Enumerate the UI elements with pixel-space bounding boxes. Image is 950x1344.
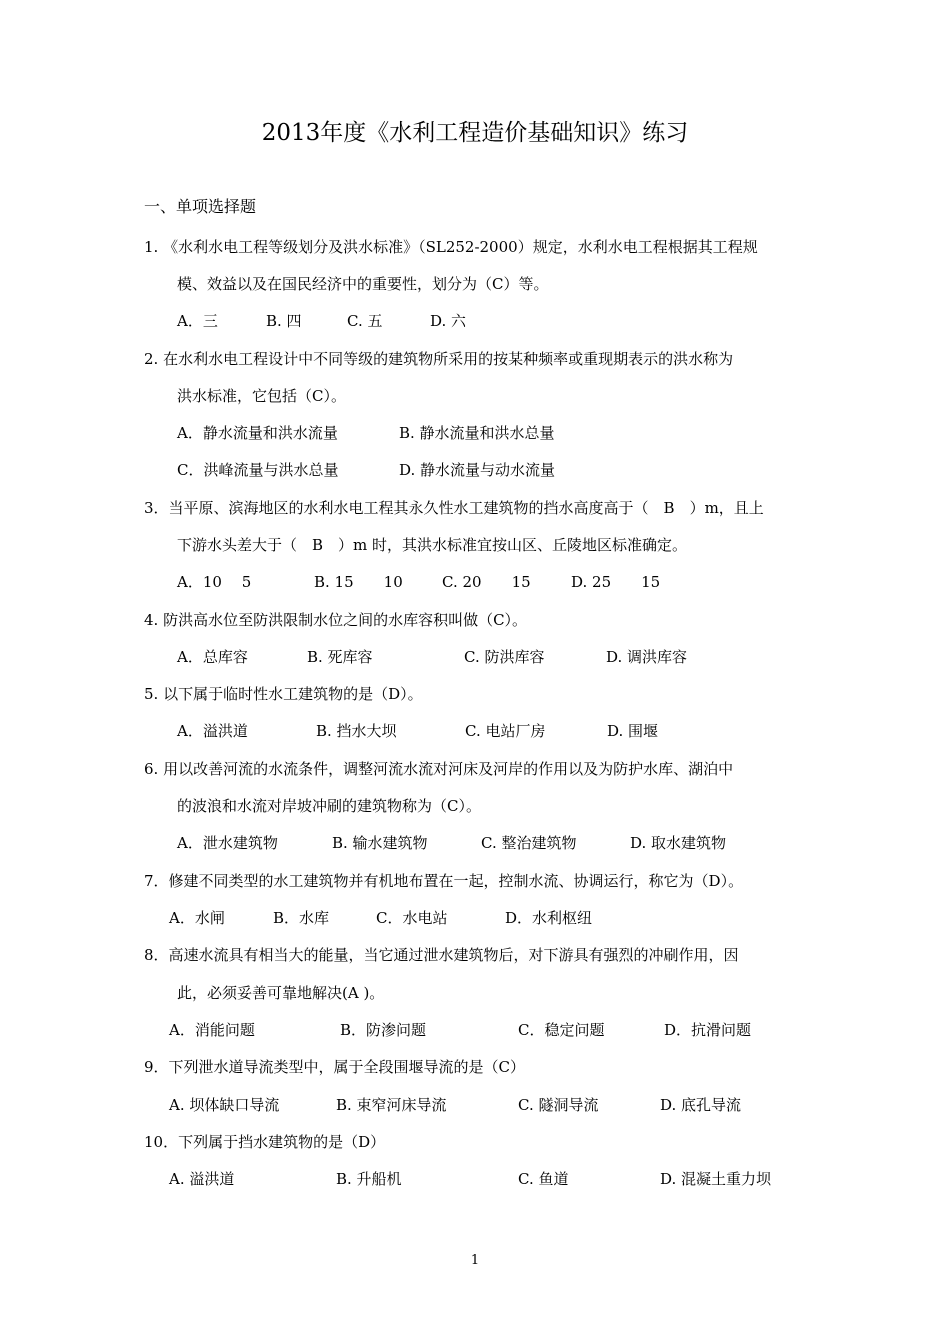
question-6-option-c: C. 整治建筑物 bbox=[481, 834, 577, 852]
question-10-option-b: B. 升船机 bbox=[336, 1170, 402, 1188]
question-5-line-1: 5. 以下属于临时性水工建筑物的是（D）。 bbox=[144, 685, 423, 703]
question-5-option-b: B. 挡水大坝 bbox=[316, 722, 397, 740]
question-4-option-a: A．总库容 bbox=[177, 648, 248, 666]
section-heading: 一、单项选择题 bbox=[144, 197, 257, 216]
question-2-option-b: B. 静水流量和洪水总量 bbox=[399, 424, 555, 442]
question-9-option-b: B. 束窄河床导流 bbox=[336, 1096, 447, 1114]
question-3-line-2: 下游水头差大于（ B ）m 时，其洪水标准宜按山区、丘陵地区标准确定。 bbox=[177, 536, 688, 554]
question-3-option-b: B. 15 10 bbox=[314, 573, 403, 591]
question-9-option-c: C. 隧洞导流 bbox=[518, 1096, 599, 1114]
question-8-line-1: 8．高速水流具有相当大的能量，当它通过泄水建筑物后，对下游具有强烈的冲刷作用，因 bbox=[144, 946, 739, 964]
question-5-option-d: D. 围堰 bbox=[607, 722, 659, 740]
question-7-option-c: C．水电站 bbox=[376, 909, 448, 927]
question-1-option-a: A．三 bbox=[177, 312, 218, 330]
question-6-option-b: B. 输水建筑物 bbox=[332, 834, 428, 852]
question-6-option-d: D. 取水建筑物 bbox=[630, 834, 727, 852]
question-9-option-a: A. 坝体缺口导流 bbox=[169, 1096, 280, 1114]
question-7-option-b: B．水库 bbox=[273, 909, 330, 927]
question-7-option-a: A．水闸 bbox=[169, 909, 225, 927]
question-8-option-a: A．消能问题 bbox=[169, 1021, 255, 1039]
document-title: 2013年度《水利工程造价基础知识》练习 bbox=[261, 120, 689, 146]
question-7-option-d: D．水利枢纽 bbox=[505, 909, 593, 927]
question-1-option-b: B. 四 bbox=[266, 312, 302, 330]
question-5-option-c: C. 电站厂房 bbox=[465, 722, 546, 740]
question-8-option-b: B．防渗问题 bbox=[340, 1021, 427, 1039]
question-1-option-d: D. 六 bbox=[430, 312, 467, 330]
question-2-option-d: D. 静水流量与动水流量 bbox=[399, 461, 556, 479]
question-2-option-a: A．静水流量和洪水流量 bbox=[177, 424, 338, 442]
question-2-line-2: 洪水标准，它包括（C）。 bbox=[177, 387, 346, 405]
question-6-line-1: 6. 用以改善河流的水流条件，调整河流水流对河床及河岸的作用以及为防护水库、湖泊中 bbox=[144, 760, 734, 778]
question-3-option-d: D. 25 15 bbox=[571, 573, 661, 591]
question-1-line-2: 模、效益以及在国民经济中的重要性，划分为（C）等。 bbox=[177, 275, 549, 293]
question-4-option-c: C. 防洪库容 bbox=[464, 648, 545, 666]
question-3-line-1: 3．当平原、滨海地区的水利水电工程其永久性水工建筑物的挡水高度高于（ B ）m，且上 bbox=[144, 499, 764, 517]
question-1-line-1: 1. 《水利水电工程等级划分及洪水标准》（SL252-2000）规定，水利水电工程根据其工程规 bbox=[144, 238, 758, 256]
question-4-option-b: B. 死库容 bbox=[307, 648, 373, 666]
question-10-option-c: C. 鱼道 bbox=[518, 1170, 569, 1188]
question-2-line-1: 2. 在水利水电工程设计中不同等级的建筑物所采用的按某种频率或重现期表示的洪水称为 bbox=[144, 350, 734, 368]
question-4-option-d: D. 调洪库容 bbox=[606, 648, 688, 666]
question-5-option-a: A．溢洪道 bbox=[177, 722, 248, 740]
question-8-line-2: 此，必须妥善可靠地解决(A )。 bbox=[177, 984, 385, 1002]
question-7-line-1: 7．修建不同类型的水工建筑物并有机地布置在一起，控制水流、协调运行，称它为（D）。 bbox=[144, 872, 744, 890]
question-8-option-c: C．稳定问题 bbox=[518, 1021, 605, 1039]
question-9-line-1: 9．下列泄水道导流类型中，属于全段围堰导流的是（C） bbox=[144, 1058, 526, 1076]
page-number: 1 bbox=[470, 1253, 480, 1268]
question-6-line-2: 的波浪和水流对岸坡冲刷的建筑物称为（C）。 bbox=[177, 797, 481, 815]
question-8-option-d: D．抗滑问题 bbox=[664, 1021, 752, 1039]
question-3-option-c: C. 20 15 bbox=[442, 573, 531, 591]
question-2-option-c: C．洪峰流量与洪水总量 bbox=[177, 461, 339, 479]
question-4-line-1: 4. 防洪高水位至防洪限制水位之间的水库容积叫做（C）。 bbox=[144, 611, 528, 629]
question-9-option-d: D. 底孔导流 bbox=[660, 1096, 742, 1114]
question-10-option-d: D. 混凝土重力坝 bbox=[660, 1170, 772, 1188]
question-10-line-1: 10．下列属于挡水建筑物的是（D） bbox=[144, 1133, 386, 1151]
question-10-option-a: A. 溢洪道 bbox=[169, 1170, 235, 1188]
question-6-option-a: A．泄水建筑物 bbox=[177, 834, 278, 852]
question-3-option-a: A．10 5 bbox=[177, 573, 252, 591]
question-1-option-c: C. 五 bbox=[347, 312, 383, 330]
